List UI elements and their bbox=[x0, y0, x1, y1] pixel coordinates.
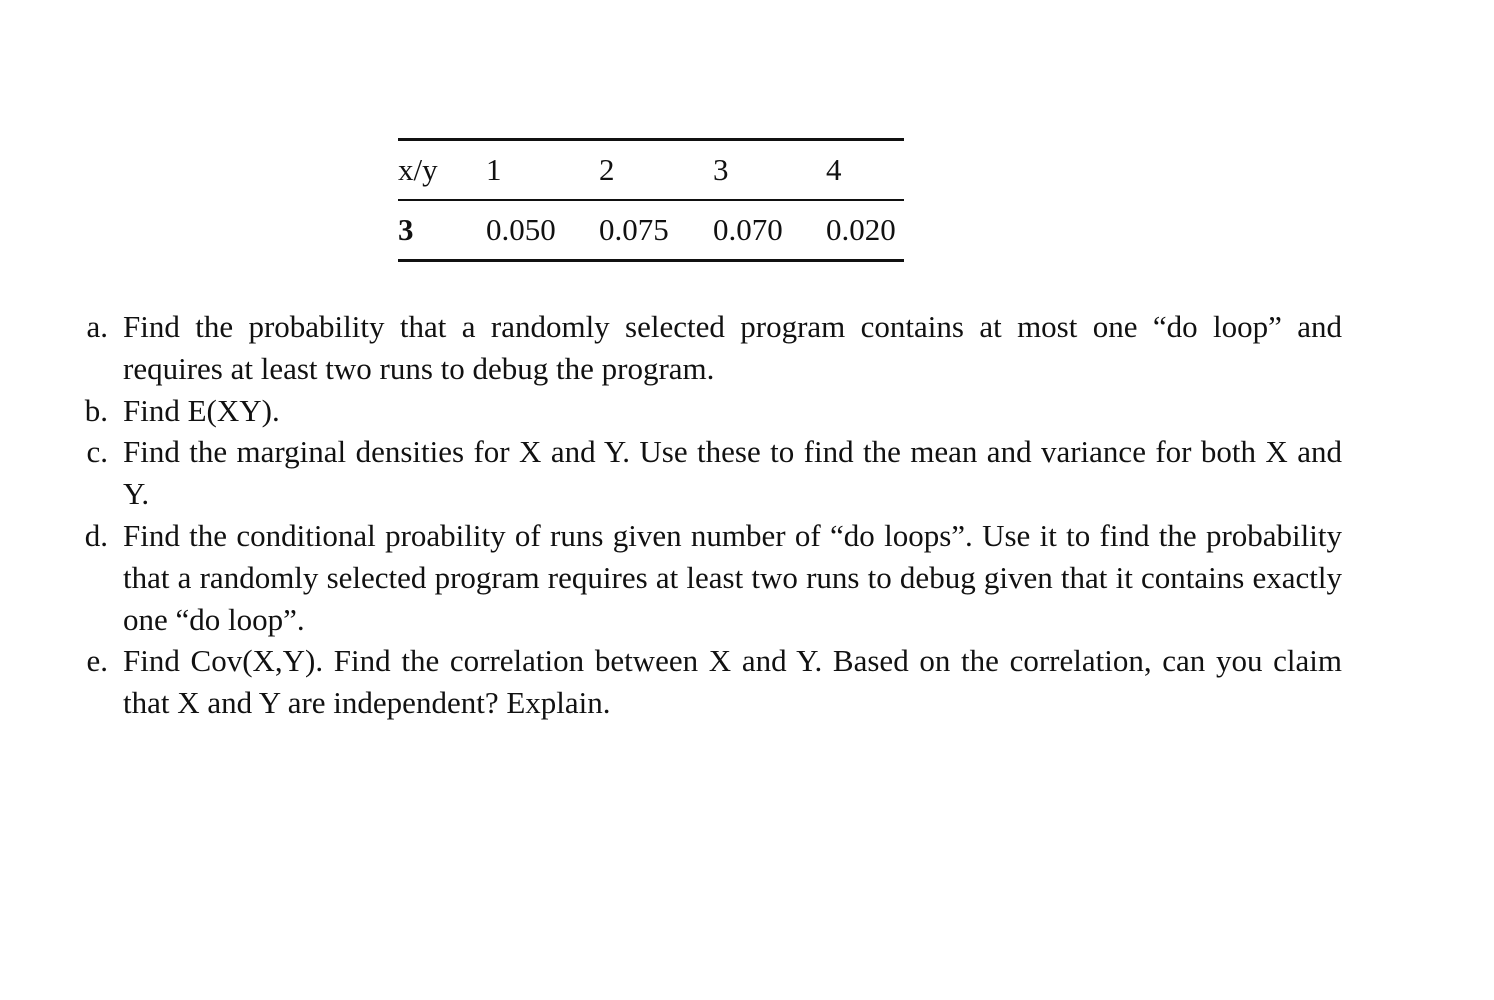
question-marker: a. bbox=[86, 309, 108, 344]
table-row bbox=[398, 200, 904, 261]
question-marker: e. bbox=[86, 643, 108, 679]
column-header-y2: 2 bbox=[599, 152, 615, 187]
question-marker: d. bbox=[84, 517, 108, 553]
question-text: Find the marginal densities for X and Y. Use these to find the mean and variance for both X and Y. bbox=[123, 434, 1342, 512]
table-corner-label: x/y bbox=[398, 152, 438, 187]
row-header-x3: 3 bbox=[398, 212, 414, 247]
question-item-b bbox=[72, 390, 1342, 432]
question-item-e bbox=[72, 640, 1342, 724]
question-item-d bbox=[72, 515, 1342, 640]
table-header-row bbox=[398, 140, 904, 201]
column-header-y1: 1 bbox=[486, 152, 502, 187]
column-header-y3: 3 bbox=[713, 152, 729, 187]
table-cell: 0.050 bbox=[486, 212, 556, 247]
table-cell: 0.020 bbox=[826, 212, 896, 247]
question-marker: c. bbox=[86, 434, 108, 470]
question-marker: b. bbox=[84, 392, 108, 428]
question-item-c bbox=[72, 431, 1342, 515]
question-text: Find the probability that a randomly selected program contains at most one “do loop” and requires at least two runs to debug the program. bbox=[123, 309, 1342, 386]
table-cell: 0.070 bbox=[713, 212, 783, 247]
joint-probability-table bbox=[398, 138, 904, 262]
question-item-a bbox=[72, 306, 1342, 390]
question-list bbox=[72, 306, 1342, 724]
table-cell: 0.075 bbox=[599, 212, 669, 247]
question-text: Find Cov(X,Y). Find the correlation between X and Y. Based on the correlation, can you claim that X and Y are independent? Explain. bbox=[123, 643, 1342, 721]
column-header-y4: 4 bbox=[826, 152, 842, 187]
question-text: Find the conditional proability of runs given number of “do loops”. Use it to find the probability that a randomly selected program requires at least two runs to debug given that it contains exactly one “do loop”. bbox=[123, 517, 1342, 637]
question-text: Find E(XY). bbox=[123, 392, 280, 428]
